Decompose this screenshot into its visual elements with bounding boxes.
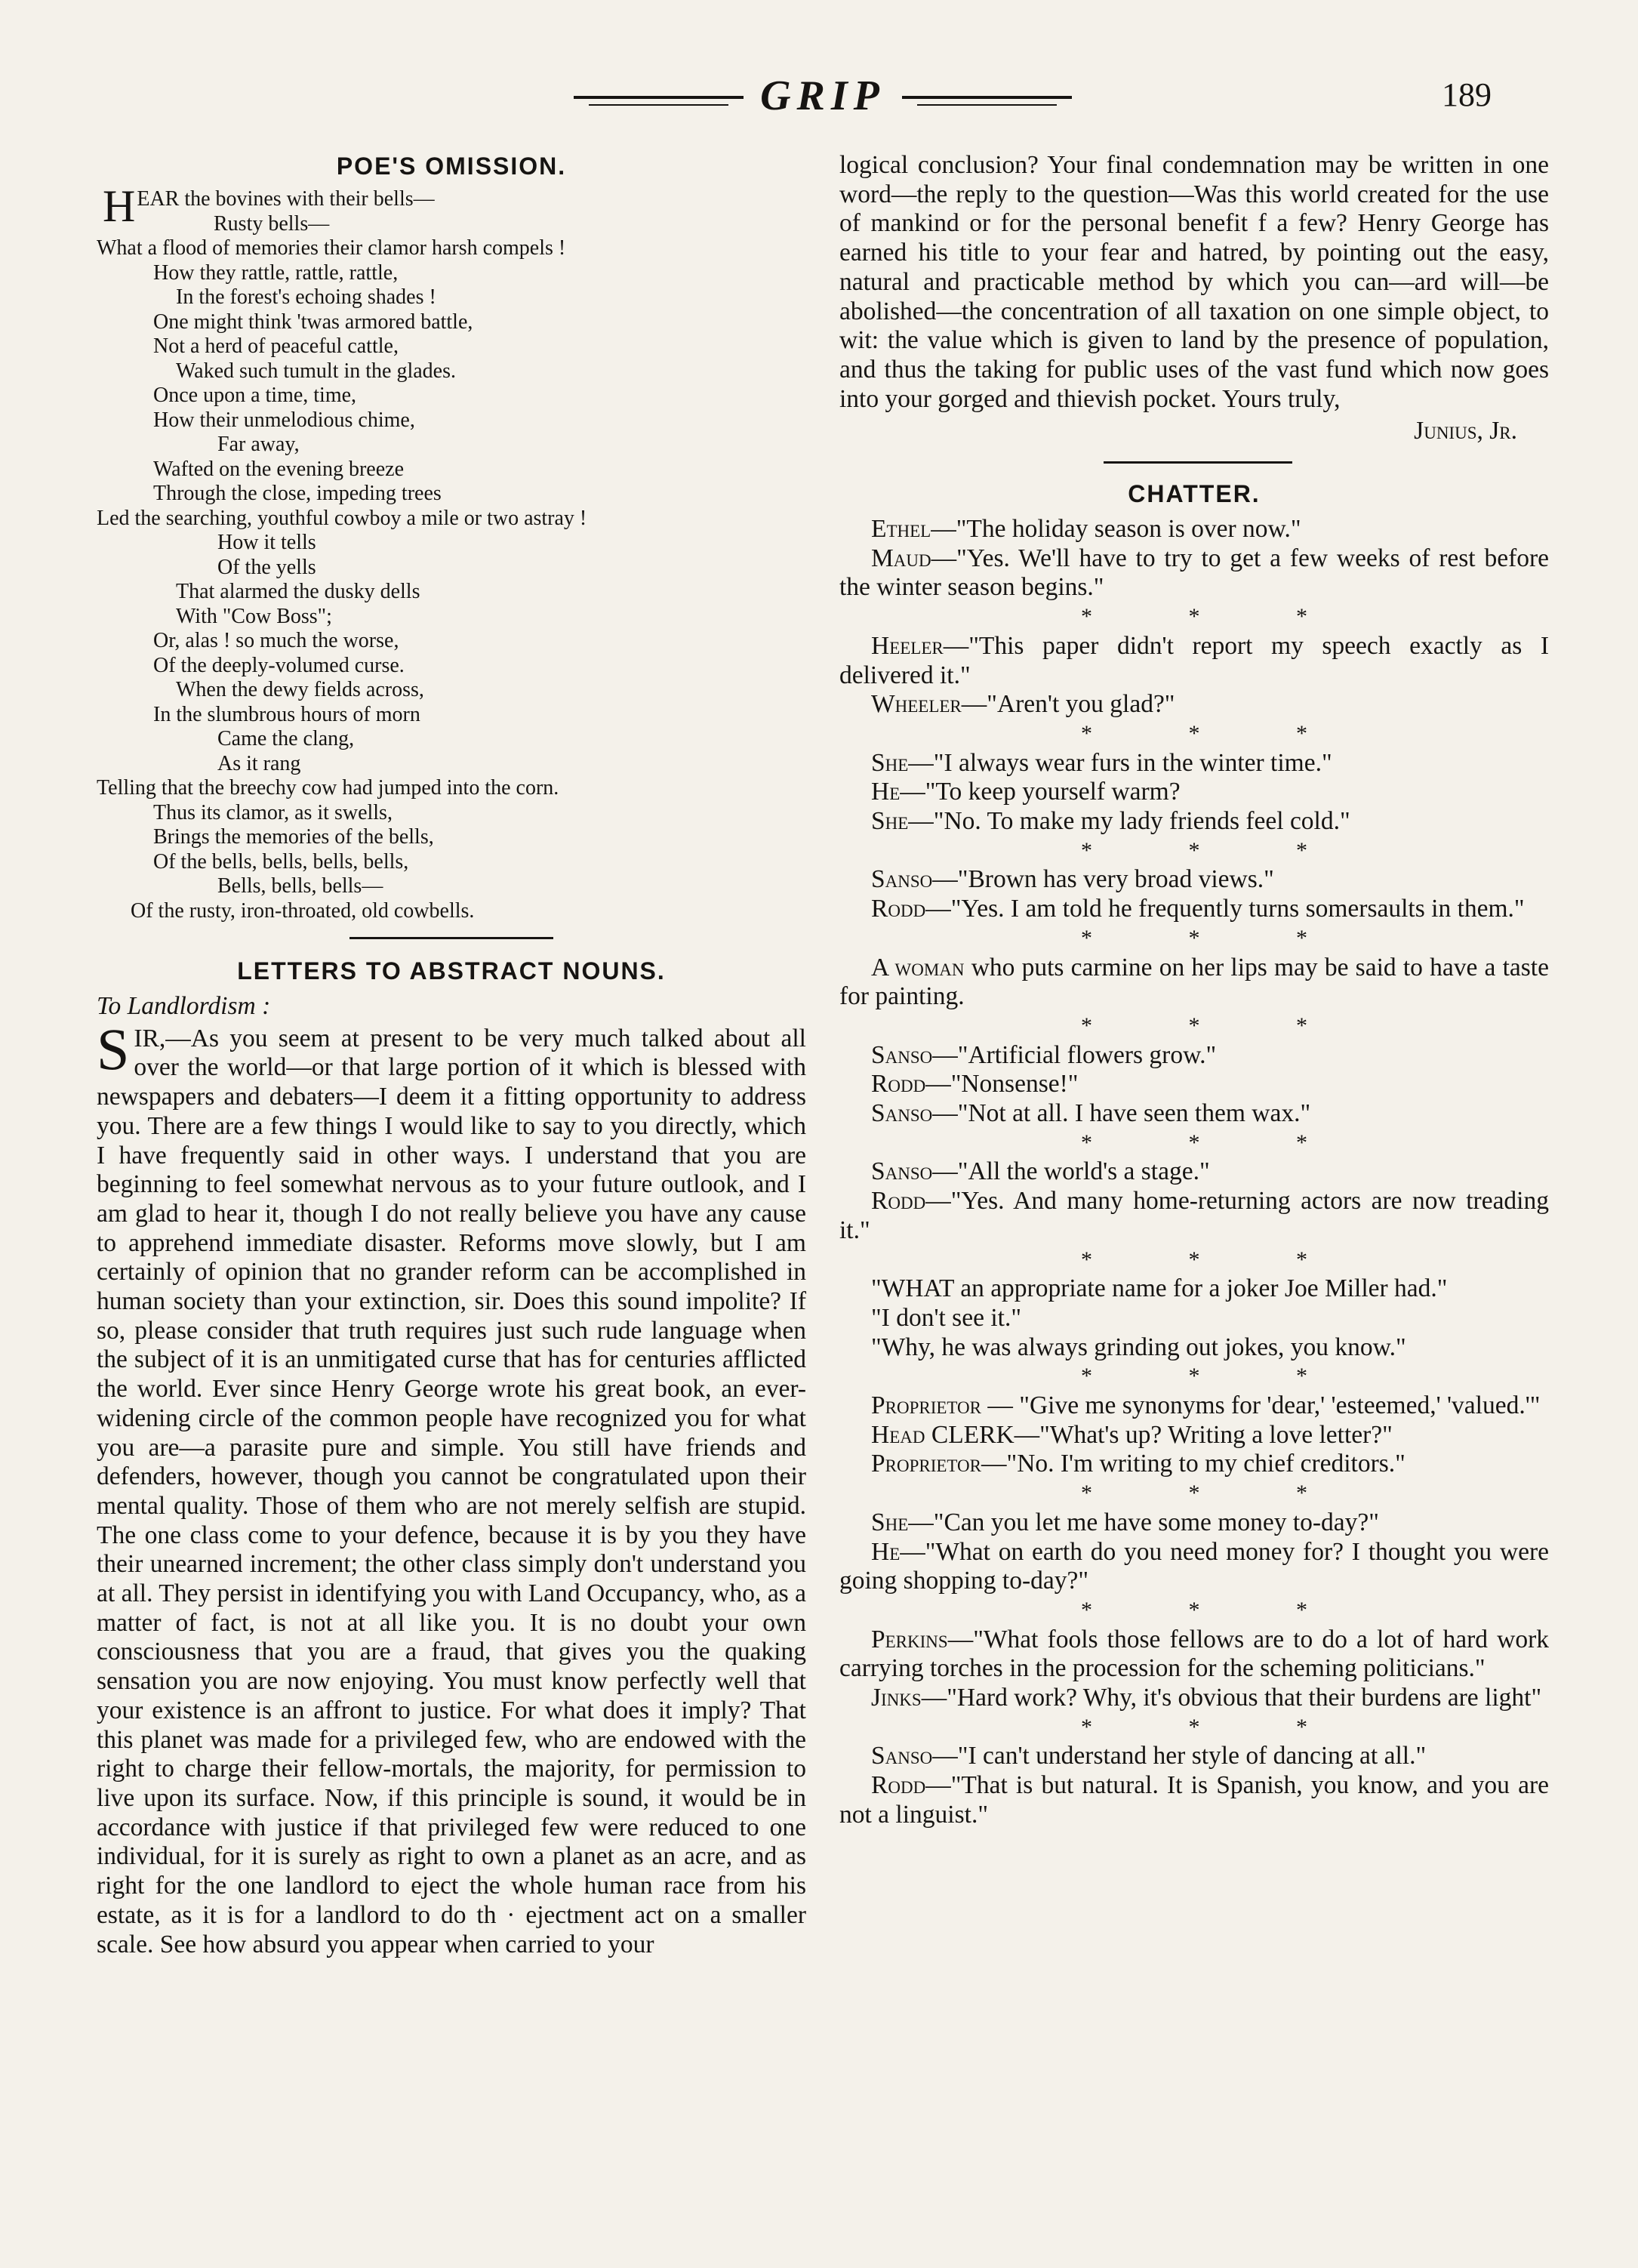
poem-line: Wafted on the evening breeze — [153, 457, 405, 481]
poem-line: Waked such tumult in the glades. — [176, 359, 456, 383]
speaker-name: Rodd — [871, 1070, 926, 1099]
chatter-line: Proprietor—"No. I'm writing to my chief creditors." — [871, 1450, 1406, 1478]
chatter-line: Sanso—"Brown has very broad views." — [871, 865, 1274, 894]
poem-line: In the forest's echoing shades ! — [176, 285, 436, 309]
chatter-line: "WHAT an appropriate name for a joker Joe Miller had." — [871, 1274, 1448, 1303]
masthead-rule-right — [902, 96, 1072, 99]
speaker-name: Perkins — [871, 1625, 948, 1653]
speaker-name: He — [871, 1537, 901, 1566]
poem-line: Brings the memories of the bells, — [153, 825, 434, 849]
speaker-name: Sanso — [871, 865, 933, 894]
speaker-name: Sanso — [871, 1099, 933, 1128]
speaker-name: Wheeler — [871, 690, 962, 719]
section-divider — [349, 937, 553, 939]
right-column — [839, 151, 1549, 1830]
page-number: 189 — [1442, 76, 1492, 113]
poem-line: Or, alas ! so much the worse, — [153, 629, 399, 652]
poem-line: Of the rusty, iron-throated, old cowbells. — [131, 898, 475, 923]
poem-line: Telling that the breechy cow had jumped into the corn. — [97, 776, 559, 800]
letter-body-text: IR,—As you seem at present to be very much talked about all over the world—or that large portion of it which is blessed with newspapers and debaters—I deem it a fitting opportunity to address you. There are a few things I would like to say to you directly, which I have frequently said in other ways. I understand that you are beginning to feel somewhat nervous as to your future outlook, and I am glad to hear it, though I do not really believe you have any cause to apprehend immediate disaster. Reforms move slowly, but I am certainly of opinion that no grander reform can be accomplished in human society than your extinction, sir. Does this sound impolite? If so, please consider that truth requires just such rude language when the subject of it is an unmitigated curse that has for centuries afflicted the world. Ever since Henry George wrote his great book, an ever-widening circle of the common people have recognized you for what you are—a parasite pure and simple. You still have friends and defenders, however, though you cannot be congratulated upon their mental quality. Those of them who are not merely selfish are stupid. The one class come to your defence, because it is by you they have their unearned increment; the other class simply don't understand you at all. They persist in identifying you with Land Occupancy, who, as a matter of fact, is not at all like you. It is no doubt your own consciousness that you are a fraud, that gives you the quaking sensation you are now enjoying. You must know perfectly well that your existence is an affront to justice. For what does it imply? That this planet was made for a privileged few, who are endowed with the right to charge their fellow-mortals, the majority, for permission to live upon its surface. Now, if this principle is sound, it would be in accordance with justice if that privileged few were reduced to one individual, for it is surely as right to own a planet as an acre, and as right for the one landlord to eject the whole human race from his estate, as it is for a landlord to do th · ejectment act on a smaller scale. See how absurd you appear when carried to your — [97, 1024, 806, 1958]
poem-line: How they rattle, rattle, rattle, — [153, 260, 399, 285]
chatter-line: Rodd—"Yes. I am told he frequently turns somersaults in them." — [871, 895, 1525, 923]
masthead-title: GRIP — [760, 72, 885, 119]
separator-stars: * * * — [1081, 1714, 1353, 1740]
poem-line: One might think 'twas armored battle, — [153, 310, 473, 334]
letter-body — [97, 1015, 806, 1960]
poem-line: HEAR the bovines with their bells— — [103, 181, 435, 231]
separator-stars: * * * — [1081, 1246, 1353, 1272]
poem-line: How their unmelodious chime, — [153, 408, 415, 432]
chatter-line: She—"I always wear furs in the winter time." — [871, 748, 1332, 777]
chatter-line: Sanso—"Artificial flowers grow." — [871, 1040, 1217, 1069]
chatter-line: Rodd—"Nonsense!" — [871, 1070, 1079, 1099]
masthead — [574, 72, 1072, 125]
chatter-line: Sanso—"All the world's a stage." — [871, 1157, 1210, 1186]
poem-line: Of the deeply-volumed curse. — [153, 653, 405, 677]
speaker-name: Rodd — [871, 895, 926, 923]
speaker-name: Rodd — [871, 1187, 926, 1216]
poem-line: Through the close, impeding trees — [153, 482, 442, 505]
chatter-line: Ethel—"The holiday season is over now." — [871, 515, 1301, 544]
separator-stars: * * * — [1081, 1597, 1353, 1622]
poem-line: Of the yells — [217, 555, 316, 579]
separator-stars: * * * — [1081, 1481, 1353, 1506]
letter-heading: LETTERS TO ABSTRACT NOUNS. — [237, 957, 666, 985]
poem-line: Came the clang, — [217, 727, 355, 750]
speaker-name: Head — [871, 1420, 925, 1449]
speaker-name: She — [871, 748, 909, 777]
poem-line: That alarmed the dusky dells — [176, 580, 420, 603]
chatter-line: He—"To keep yourself warm? — [871, 778, 1181, 806]
section-divider — [1104, 461, 1292, 464]
letter-continuation: logical conclusion? Your final condemnation may be written in one word—the reply to the question—Was this world created for the use of mankind or for the personal benefit f a few? Henry George has earned his title to your fear and hatred, by pointing out the easy, natural and practicable method by which you can—ard will—be abolished—the concentration of all taxation on one simple object, to wit: the value which is given to land by the presence of population, and thus the taking for public uses of the vast fund which now goes into your gorged and thievish pocket. Yours truly, — [839, 151, 1549, 413]
poem-line: Thus its clamor, as it swells, — [153, 800, 393, 824]
speaker-name: Jinks — [871, 1684, 922, 1712]
chatter-line: Perkins—"What fools those fellows are to do a lot of hard work carrying torches in the procession for the scheming politicians." — [839, 1625, 1549, 1683]
poem-line: Bells, bells, bells— — [217, 874, 383, 898]
poem-line: Rusty bells— — [214, 211, 330, 236]
chatter-line: Proprietor — "Give me synonyms for 'dear,' 'esteemed,' 'valued.'" — [871, 1391, 1541, 1419]
separator-stars: * * * — [1081, 1129, 1353, 1155]
chatter-line: A woman who puts carmine on her lips may be said to have a taste for painting. — [839, 953, 1549, 1011]
chatter-line: He—"What on earth do you need money for? I thought you were going shopping to-day?" — [839, 1537, 1549, 1595]
chatter-line: Rodd—"Yes. And many home-returning actors are now treading it." — [839, 1187, 1549, 1244]
letter-drop-cap: S — [97, 1015, 130, 1082]
separator-stars: * * * — [1081, 837, 1353, 863]
chatter-line: She—"No. To make my lady friends feel cold." — [871, 807, 1350, 836]
chatter-line: Head CLERK—"What's up? Writing a love letter?" — [871, 1420, 1393, 1449]
speaker-name: A woman — [871, 953, 965, 981]
speaker-name: Sanso — [871, 1040, 933, 1069]
poem-drop-cap: H — [103, 181, 136, 231]
chatter-line: "Why, he was always grinding out jokes, you know." — [871, 1333, 1406, 1361]
chatter-line: She—"Can you let me have some money to-day?" — [871, 1508, 1379, 1536]
left-column — [97, 151, 806, 1959]
poem-line: With "Cow Boss"; — [176, 604, 332, 628]
separator-stars: * * * — [1081, 1364, 1353, 1389]
speaker-name: She — [871, 807, 909, 836]
letter-signature: Junius, Jr. — [1414, 417, 1517, 445]
chatter-line: "I don't see it." — [871, 1303, 1021, 1332]
poem-line: When the dewy fields across, — [176, 678, 424, 701]
poem-line: Led the searching, youthful cowboy a mile or two astray ! — [97, 506, 587, 530]
chatter-body — [839, 515, 1549, 1829]
chatter-line: Heeler—"This paper didn't report my speech exactly as I delivered it." — [839, 631, 1549, 689]
separator-stars: * * * — [1081, 604, 1353, 630]
poem-line: In the slumbrous hours of morn — [153, 702, 420, 726]
poem-line: Once upon a time, time, — [153, 384, 357, 407]
speaker-name: Proprietor — [871, 1391, 982, 1419]
poem-line: What a flood of memories their clamor harsh compels ! — [97, 236, 566, 260]
chatter-heading: CHATTER. — [1128, 480, 1261, 508]
poem-line: Of the bells, bells, bells, bells, — [153, 849, 409, 874]
separator-stars: * * * — [1081, 1012, 1353, 1038]
speaker-name: Rodd — [871, 1771, 926, 1800]
chatter-line: Wheeler—"Aren't you glad?" — [871, 690, 1175, 719]
letter-addressee: To Landlordism : — [97, 992, 271, 1020]
speaker-name: Sanso — [871, 1157, 933, 1186]
poem-body — [97, 181, 806, 923]
chatter-line: Sanso—"Not at all. I have seen them wax." — [871, 1099, 1311, 1128]
separator-stars: * * * — [1081, 925, 1353, 951]
speaker-name: Sanso — [871, 1742, 933, 1770]
poem-line: Far away, — [217, 433, 300, 456]
speaker-name: She — [871, 1508, 909, 1536]
speaker-name: Proprietor — [871, 1450, 982, 1478]
separator-stars: * * * — [1081, 720, 1353, 746]
chatter-line: Rodd—"That is but natural. It is Spanish, you know, and you are not a linguist." — [839, 1771, 1549, 1829]
speaker-name: He — [871, 778, 901, 806]
chatter-line: Jinks—"Hard work? Why, it's obvious that their burdens are light" — [871, 1684, 1542, 1712]
poem-line: As it rang — [217, 751, 301, 775]
poem-heading: POE'S OMISSION. — [336, 153, 567, 180]
poem-line: How it tells — [217, 531, 316, 554]
chatter-line: Maud—"Yes. We'll have to try to get a few weeks of rest before the winter season begins." — [839, 544, 1549, 602]
speaker-name: Ethel — [871, 515, 931, 544]
poem-line: Not a herd of peaceful cattle, — [153, 334, 399, 358]
speaker-name: Heeler — [871, 631, 944, 660]
chatter-line: Sanso—"I can't understand her style of dancing at all." — [871, 1742, 1427, 1770]
speaker-name: Maud — [871, 544, 931, 572]
